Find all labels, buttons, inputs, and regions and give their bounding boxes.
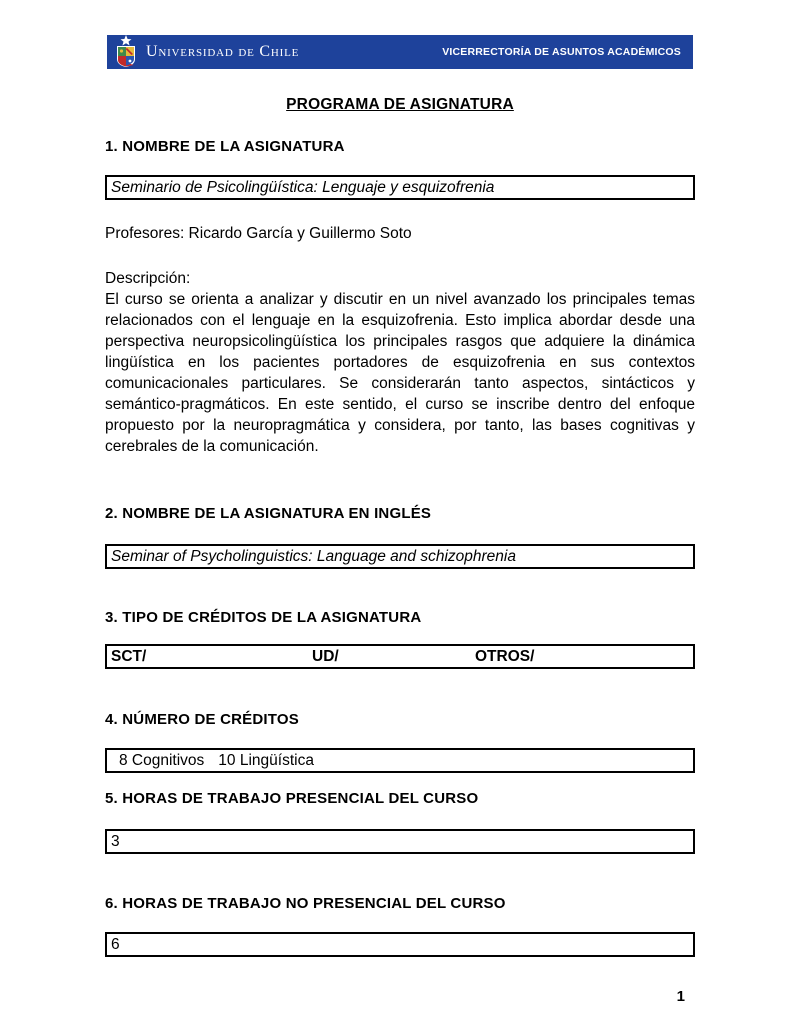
section-5-heading: 5. HORAS DE TRABAJO PRESENCIAL DEL CURSO: [105, 790, 479, 807]
credit-type-sct: SCT/: [111, 647, 147, 665]
course-name-value: Seminario de Psicolingüística: Lenguaje y esquizofrenia: [111, 178, 495, 196]
professors-line: Profesores: Ricardo García y Guillermo Soto: [105, 225, 412, 242]
credits-linguistica: 10 Lingüística: [218, 751, 314, 769]
credits-cognitivos: 8 Cognitivos: [119, 751, 205, 769]
section-2-heading: 2. NOMBRE DE LA ASIGNATURA EN INGLÉS: [105, 505, 432, 522]
description-text: El curso se orienta a analizar y discutir en un nivel avanzado los principales temas relacionados con el lenguaje en la esquizofrenia. Esto implica abordar desde una perspectiva neuropsicolingüística los principales rasgos que adquiere la dinámica lingüística en los pacientes portadores de esquizofrenia en sus contextos comunicacionales particulares. Se considerarán tanto aspectos, sintácticos y semántico-pragmáticos. En este sentido, el curso se inscribe dentro del enfoque propuesto por la neuropragmática y considera, por tanto, las bases cognitivas y cerebrales de la comunicación.: [105, 291, 695, 455]
document-content: [105, 69, 695, 1005]
section-3-heading: 3. TIPO DE CRÉDITOS DE LA ASIGNATURA: [105, 609, 422, 626]
english-course-name-value: Seminar of Psycholinguistics: Language and schizophrenia: [111, 547, 516, 565]
section-1-heading: 1. NOMBRE DE LA ASIGNATURA: [105, 138, 345, 155]
credit-type-box: [105, 644, 695, 669]
section-6-heading: 6. HORAS DE TRABAJO NO PRESENCIAL DEL CURSO: [105, 895, 506, 912]
vicerrectoria-label: VICERRECTORÍA DE ASUNTOS ACADÉMICOS: [442, 46, 681, 58]
description-label: Descripción:: [105, 270, 191, 287]
universidad-de-chile-crest-icon: [115, 35, 137, 67]
non-presential-hours-box: [105, 932, 695, 957]
credit-type-ud: UD/: [312, 647, 339, 665]
description-block: [105, 268, 695, 457]
presential-hours-value: 3: [111, 832, 120, 850]
course-name-box: [105, 175, 695, 200]
university-name-label: Universidad de Chile: [146, 43, 300, 60]
presential-hours-box: [105, 829, 695, 854]
university-header-bar: [107, 35, 693, 69]
section-4-heading: 4. NÚMERO DE CRÉDITOS: [105, 711, 299, 728]
page-number: 1: [676, 988, 685, 1005]
header-left-group: [115, 38, 299, 67]
credit-number-box: [105, 748, 695, 773]
non-presential-hours-value: 6: [111, 935, 120, 953]
document-title: PROGRAMA DE ASIGNATURA: [286, 96, 514, 113]
credit-type-otros: OTROS/: [475, 647, 535, 665]
english-course-name-box: [105, 544, 695, 569]
